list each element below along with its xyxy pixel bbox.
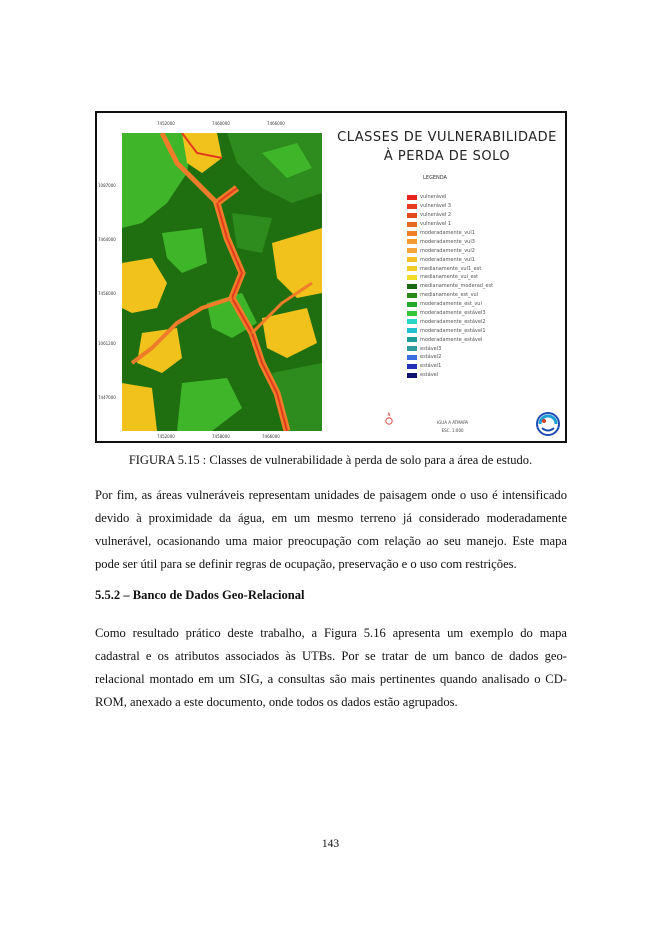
- map-figure: [95, 111, 567, 443]
- coord-top-2: 7460000: [212, 121, 230, 126]
- legend-label: moderadamente_vul3: [420, 238, 475, 245]
- legend-swatch: [407, 311, 417, 316]
- legend-label: estável1: [420, 363, 442, 370]
- figure-title: [337, 128, 557, 166]
- paragraph-2: Como resultado prático deste trabalho, a Figura 5.16 apresenta um exemplo do mapa cadastral e os atributos associados às UTBs. Por se tratar de um banco de dados geo-relacional montado em um SIG, a consultas são mais pertinentes quando analisado o CD-ROM, anexado a este documento, onde todos os dados estão agrupados.: [95, 626, 567, 709]
- legend-item: [407, 211, 493, 220]
- legend-item: [407, 344, 493, 353]
- legend-label: medianamente_est_vul: [420, 292, 479, 299]
- coord-top-3: 7466000: [267, 121, 285, 126]
- legend-swatch: [407, 231, 417, 236]
- legend-swatch: [407, 266, 417, 271]
- figure-caption: FIGURA 5.15 : Classes de vulnerabilidade à perda de solo para a área de estudo.: [128, 453, 533, 467]
- legend-item: [407, 335, 493, 344]
- legend-label: estável2: [420, 354, 442, 361]
- legend-swatch: [407, 239, 417, 244]
- legend-swatch: [407, 248, 417, 253]
- legend-swatch: [407, 204, 417, 209]
- legend-swatch: [407, 293, 417, 298]
- section-heading: 5.5.2 – Banco de Dados Geo-Relacional: [95, 588, 305, 602]
- institution-logo-icon: [535, 411, 561, 437]
- legend-item: [407, 255, 493, 264]
- legend-item: [407, 309, 493, 318]
- figure-title-line1: CLASSES DE VULNERABILIDADE: [337, 130, 557, 145]
- coord-left-2: 7464000: [98, 237, 116, 242]
- legend-item: [407, 353, 493, 362]
- legend-label: vulnerável 2: [420, 212, 452, 219]
- legend-label: vulnerável: [420, 194, 447, 201]
- legend-label: moderadamente_vul1: [420, 256, 475, 263]
- legend-swatch: [407, 275, 417, 280]
- legend-label: medianamente_vul1_est: [420, 265, 482, 272]
- legend-label: medianamente_moderad_est: [420, 283, 494, 290]
- legend-item: [407, 371, 493, 380]
- coord-left-1: 1087000: [98, 183, 116, 188]
- legend-item: [407, 273, 493, 282]
- north-label: N: [387, 412, 391, 417]
- legend-label: moderadamente_vul1: [420, 230, 475, 236]
- legend-label: moderadamente_estável3: [420, 310, 486, 317]
- legend-label: vulnerável 1: [420, 221, 452, 228]
- legend-swatch: [407, 373, 417, 378]
- legend-swatch: [407, 213, 417, 218]
- legend-item: [407, 202, 493, 211]
- coord-top-1: 7452000: [157, 121, 175, 126]
- legend-swatch: [407, 257, 417, 262]
- legend-swatch: [407, 328, 417, 333]
- coord-left-3: 7456000: [98, 291, 116, 296]
- legend-label: moderadamente_estável1: [420, 327, 486, 334]
- coord-left-5: 7447000: [98, 395, 116, 400]
- legend-label: estável: [420, 372, 439, 379]
- coord-bottom-3: 7466000: [262, 434, 280, 439]
- legend-item: [407, 317, 493, 326]
- legend-swatch: [407, 319, 417, 324]
- legend-item: [407, 282, 493, 291]
- vulnerability-map: [122, 133, 322, 431]
- legend-label: moderadamente_estável: [420, 336, 483, 343]
- legend: [407, 193, 493, 380]
- legend-swatch: [407, 346, 417, 351]
- legend-swatch: [407, 337, 417, 342]
- legend-label: moderadamente_estável2: [420, 318, 486, 325]
- map-credit: [437, 419, 468, 435]
- north-arrow-icon: [384, 411, 394, 425]
- legend-item: [407, 237, 493, 246]
- page-number: 143: [321, 838, 340, 850]
- legend-item: [407, 193, 493, 202]
- legend-swatch: [407, 222, 417, 227]
- credit-line2: ESC. 1:000: [441, 428, 464, 433]
- legend-swatch: [407, 355, 417, 360]
- legend-item: [407, 264, 493, 273]
- credit-line1: IGUA A ATMAPA: [437, 420, 469, 425]
- legend-item: [407, 300, 493, 309]
- legend-item: [407, 291, 493, 300]
- legend-label: medianamente_vul_est: [420, 274, 479, 281]
- legend-item: [407, 362, 493, 371]
- legend-label: moderadamente_vul2: [420, 247, 475, 254]
- figure-title-line2: À PERDA DE SOLO: [383, 149, 511, 164]
- legend-label: vulnerável 3: [420, 203, 452, 210]
- paragraph-1: Por fim, as áreas vulneráveis representam unidades de paisagem onde o uso é intensificado devido à proximidade da água, em um mesmo terreno já considerado moderadamente vulnerável, ocasionando uma maior preocupação com relação ao seu manejo. Este mapa pode ser útil para se definir regras de ocupação, preservação e o uso com restrições.: [95, 488, 567, 571]
- legend-item: [407, 229, 493, 238]
- legend-swatch: [407, 364, 417, 369]
- legend-swatch: [407, 195, 417, 200]
- legend-item: [407, 220, 493, 229]
- legend-swatch: [407, 302, 417, 307]
- legend-label: estável3: [420, 345, 442, 352]
- coord-left-4: 1061200: [98, 341, 116, 346]
- legend-swatch: [407, 284, 417, 289]
- coord-bottom-2: 7458000: [212, 434, 230, 439]
- coord-bottom-1: 7452000: [157, 434, 175, 439]
- legend-item: [407, 246, 493, 255]
- legend-item: [407, 326, 493, 335]
- legend-title: LEGENDA: [423, 175, 447, 181]
- map-graphic: [122, 133, 322, 431]
- legend-label: moderadamente_est_vul: [420, 301, 482, 308]
